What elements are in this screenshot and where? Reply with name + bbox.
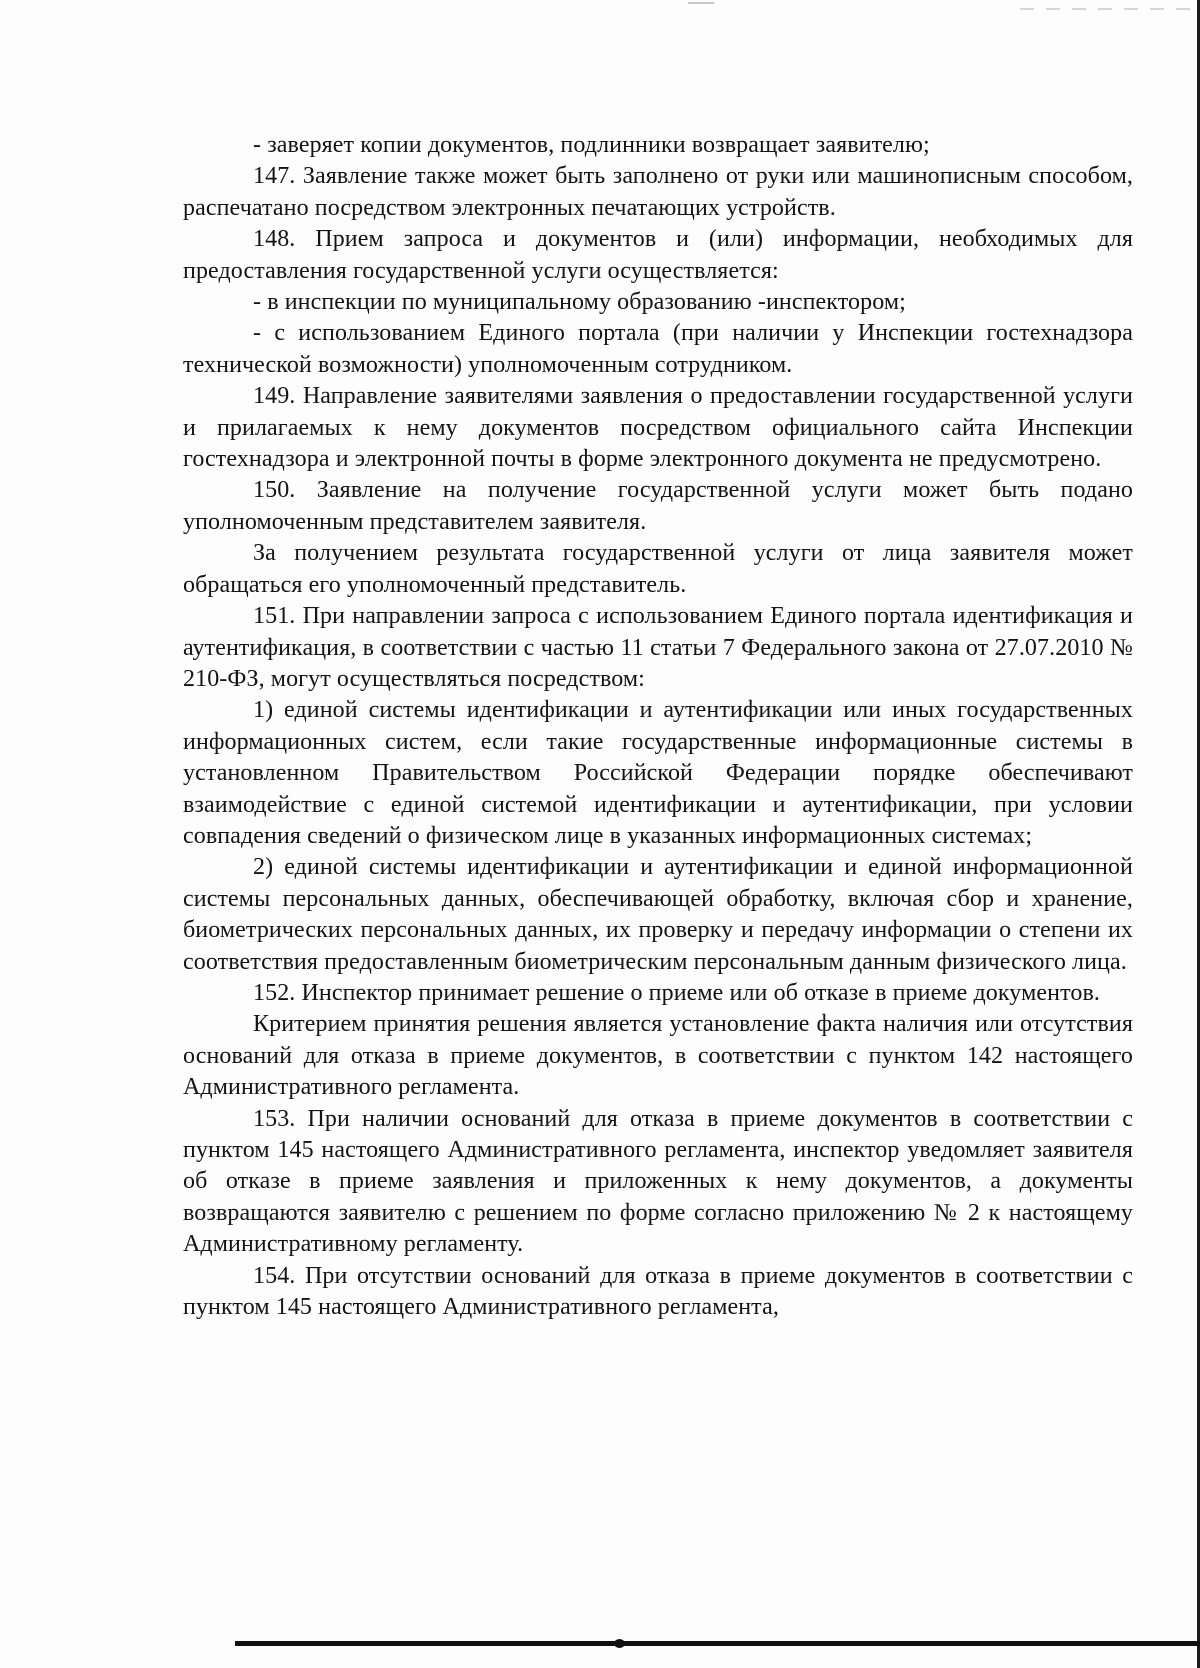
paragraph-148: 148. Прием запроса и документов и (или) информации, необходимых для предоставления государственной услуги осуществляется: [183, 226, 1133, 284]
paragraph-150-representative: За получением результата государственной услуги от лица заявителя может обращаться его уполномоченный представитель. [183, 540, 1133, 598]
paragraph-154: 154. При отсутствии оснований для отказа в приеме документов в соответствии с пунктом 145 настоящего Административного регламента, [183, 1262, 1133, 1321]
paragraph-148-item-inspection: - в инспекции по муниципальному образованию -инспектором; [253, 289, 906, 316]
paragraph-152: 152. Инспектор принимает решение о приеме или об отказе в приеме документов. [253, 979, 1100, 1006]
scan-artifact-bottom-band [235, 1641, 1200, 1646]
paragraph-153: 153. При наличии оснований для отказа в приеме документов в соответствии с пунктом 145 настоящего Административного регламента, инспектор уведомляет заявителя об отказе в приеме заявления и приложенных к нему документов, а документы возвращаются заявителю с решением по форме согласно приложению № 2 к настоящему Административному регламенту. [183, 1105, 1133, 1258]
paragraph-151: 151. При направлении запроса с использованием Единого портала идентификация и аутентификация, в соответствии с частью 11 статьи 7 Федерального закона от 27.07.2010 № 210-ФЗ, могут осуществляться посредством: [183, 603, 1133, 692]
paragraph-150: 150. Заявление на получение государственной услуги может быть подано уполномоченным представителем заявителя. [183, 477, 1133, 535]
document-body [183, 130, 1133, 1323]
scan-artifact-top [688, 2, 714, 4]
paragraph-149: 149. Направление заявителями заявления о предоставлении государственной услуги и прилагаемых к нему документов посредством официального сайта Инспекции гостехнадзора и электронной почты в форме электронного документа не предусмотрено. [183, 383, 1133, 473]
paragraph-148-item-portal: - с использованием Единого портала (при наличии у Инспекции гостехнадзора технической возможности) уполномоченным сотрудником. [183, 320, 1133, 378]
paragraph-copies: - заверяет копии документов, подлинники возвращает заявителю; [253, 132, 930, 158]
scan-artifact-top-right [1020, 8, 1190, 10]
scan-artifact-bottom-dot [614, 1639, 625, 1648]
paragraph-152-criterion: Критерием принятия решения является установление факта наличия или отсутствия оснований для отказа в приеме документов, в соответствии с пунктом 142 настоящего Административного регламента. [183, 1011, 1133, 1101]
paragraph-151-item-2: 2) единой системы идентификации и аутентификации и единой информационной системы персональных данных, обеспечивающей обработку, включая сбор и хранение, биометрических персональных данных, их проверку и передачу информации о степени их соответствия предоставленным биометрическим персональным данным физического лица. [183, 854, 1133, 975]
paragraph-147: 147. Заявление также может быть заполнено от руки или машинописным способом, распечатано посредством электронных печатающих устройств. [183, 163, 1133, 221]
paragraph-151-item-1: 1) единой системы идентификации и аутентификации или иных государственных информационных систем, если такие государственные информационные системы в установленном Правительством Российской Федерации порядке обеспечивают взаимодействие с единой системой идентификации и аутентификации, при условии совпадения сведений о физическом лице в указанных информационных системах; [183, 697, 1133, 849]
